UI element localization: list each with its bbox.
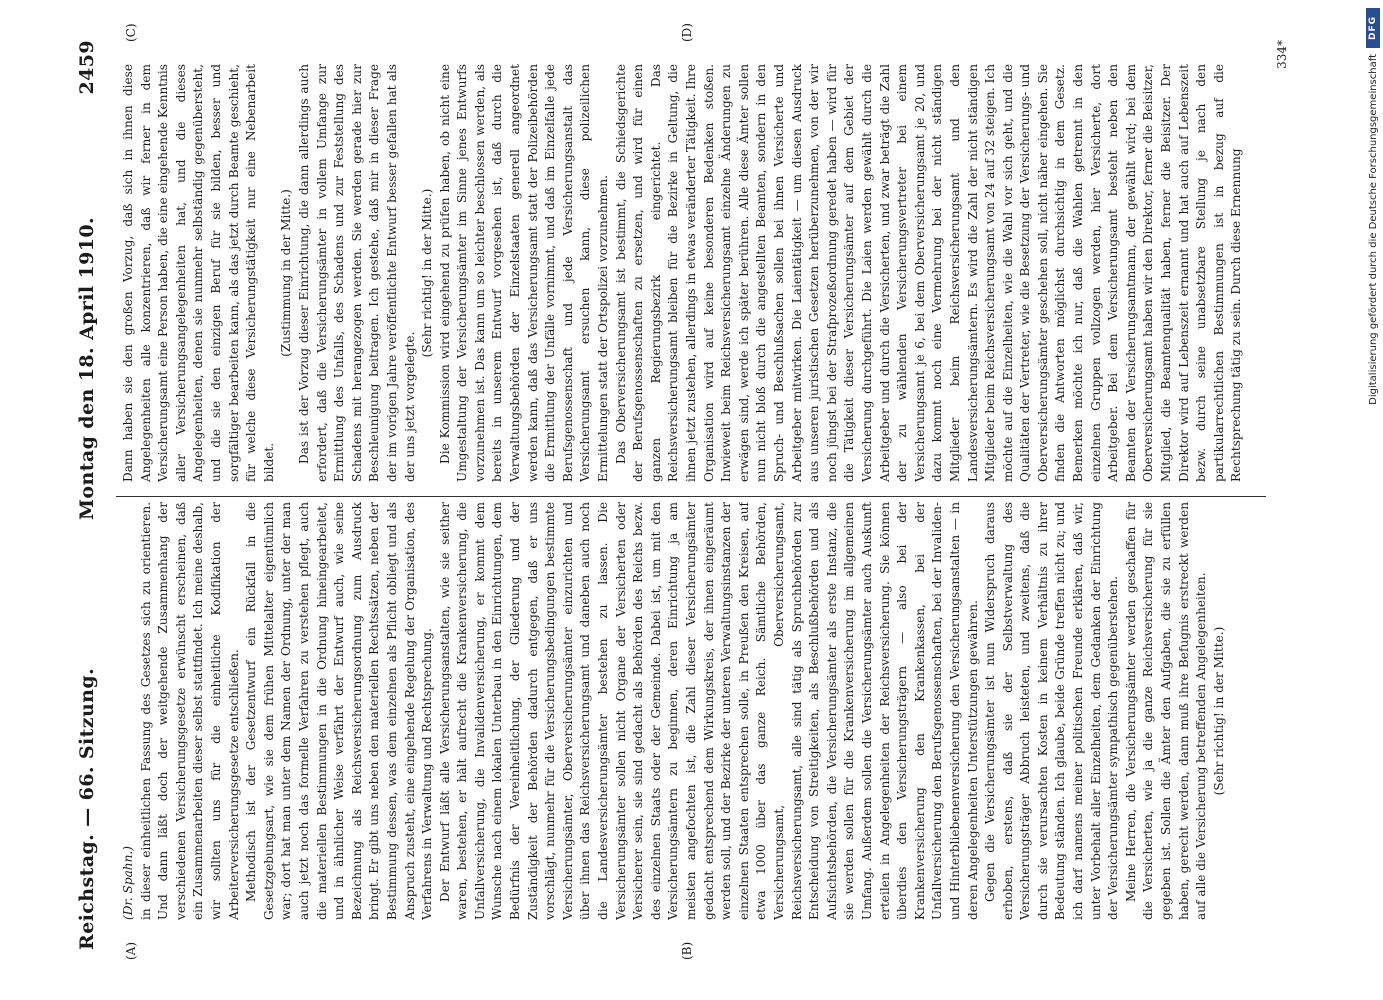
paragraph: Das ist der Vorzug dieser Einrichtung, die dann allerdings auch erfordert, daß die Versicherungsämter in vollem Umfange zur Ermittlung des Unfalls, des Schadens und zur Feststellung des Schadens mit herangezogen werden. Sie werden gerade hier zur Beschleunigung beitragen. Ich gestehe, daß mir in dieser Frage der im vorigen Jahre veröffentlichte Entwurf besser gefallen hat als der uns jetzt vorgelegte. bbox=[296, 64, 417, 482]
dfg-logo-icon: DFG bbox=[1366, 8, 1380, 48]
speaker-label: (Dr. Spahn.) bbox=[121, 846, 135, 920]
margin-marker-b: (B) bbox=[680, 941, 694, 960]
margin-marker-d: (D) bbox=[680, 23, 694, 42]
column-divider bbox=[116, 496, 1266, 497]
signature-mark: 334* bbox=[1275, 40, 1289, 69]
paragraph: Das Oberversicherungsamt ist bestimmt, die Schiedsgerichte der Berufsgenossenschaften zu ersetzen, und wird für einen ganzen Regierungsbezirk eingerichtet. Das Reichsversicherungsamt bleiben für die Bezirke in Geltung, die ihnen jetzt zustehen, allerdings in etwas veränderter Tätigkeit. Ihre Organisation wird auf keine besonderen Bedenken stoßen. Inwieweit beim Reichsversicherungsamt einzelne Änderungen zu erwägen sind, werde ich später berühren. Alle diese Ämter sollen nun nicht bloß durch die angestellten Beamten, sondern in den Spruch- und Beschlußsachen sollen bei ihnen Versicherte und Arbeitgeber mitwirken. Die Laientätigkeit — um diesen Ausdruck aus unseren juristischen Gesetzen herüberzunehmen, von der wir noch jüngst bei der Strafprozeßordnung geredet haben — wird für die Tätigkeit dieser Versicherungsämter auf dem Gebiet der Versicherung durchgeführt. Die Laien werden gewählt durch die Arbeitgeber und durch die Versicherten, und zwar beträgt die Zahl der zu wählenden Versicherungsvertreter bei einem Versicherungsamt je 6, bei dem Oberversicherungsamt je 20, und dazu kommt noch eine Vermehrung bei der nicht ständigen Mitglieder beim Reichsversicherungsamt und den Landesversicherungsämtern. Es wird die Zahl der nicht ständigen Mitglieder beim Reichsversicherungsamt von 24 auf 32 steigen. Ich möchte auf die Einzelheiten, wie die Wahl vor sich geht, und die Qualitäten der Vertreter, wie die Besetzung der Versicherungs- und Oberversicherungsämter geschehen soll, nicht näher eingehen. Sie finden die Antworten möglichst durchsichtig in dem Gesetz. Bemerken möchte ich nur, daß die Wahlen getrennt in den einzelnen Gruppen vollzogen werden, hier Versicherte, dort Arbeitgeber. Bei dem Versicherungsamt besteht neben den Beamten der Versicherungsamtmann, der gewählt wird; bei dem Oberversicherungsamt haben wir den Direktor, ferner die Beisitzer, Mitglied, die Beamtenqualität haben, ferner die Beisitzer. Der Direktor wird auf Lebenszeit ernannt und hat auch auf Lebenszeit bezw. durch seine unabsetzbare Stellung je nach den partikularrechtlichen Bestimmungen ist in bezug auf die Rechtsprechung tätig zu sein. Durch diese Ernennung bbox=[613, 64, 1244, 482]
audience-reaction: (Zustimmung in der Mitte.) bbox=[279, 189, 294, 357]
session-title: Reichstag. — 66. Sitzung. bbox=[76, 667, 98, 950]
paragraph: Methodisch ist der Gesetzentwurf ein Rückfall in die Gesetzgebungsart, wie sie dem frühen Mittelalter eigentümlich war; dort hat man unter dem Namen der Ordnung, unter der man auch jetzt noch das formelle Verfahren zu verstehen pflegt, auch die materiellen Bestimmungen in die Ordnung hineingearbeitet, und in ähnlicher Weise verfährt der Entwurf auch, wie seine Bezeichnung als Reichsversicherungsordnung zum Ausdruck bringt. Er gibt uns neben den materiellen Rechtssätzen, neben der Bestimmung dessen, was dem einzelnen als Pflicht obliegt und als Anspruch zusteht, eine eingehende Regelung der Organisation, des Verfahrens in Verwaltung und Rechtsprechung. bbox=[244, 502, 435, 920]
session-date: Montag den 18. April 1910. bbox=[76, 217, 98, 520]
right-column bbox=[120, 64, 1265, 482]
left-column bbox=[120, 502, 1265, 920]
page-number: 2459 bbox=[76, 40, 98, 95]
paragraph: Dann haben sie den großen Vorzug, daß sich in ihnen diese Angelegenheiten alle konzentrieren, daß wir ferner in dem Versicherungsamt eine Person haben, die eine eingehende Kenntnis aller Versicherungsangelegenheiten hat, und die dieses Angelegenheiten, denen sie nunmehr selbständig gegenübersteht, und die sie den einzigen Beruf für sie bilden, besser und sorgfältiger bearbeiten kann, als das jetzt durch Beamte geschieht, für welche diese Versicherungstätigkeit nur eine Nebenarbeit bildet. bbox=[121, 64, 276, 482]
digitization-credit bbox=[1366, 8, 1380, 998]
paragraph: Der Entwurf läßt alle Versicherungsanstalten, wie sie seither waren, bestehen, er hält aufrecht die Krankenversicherung, die Unfallversicherung, die Invalidenversicherung, er kommt dem Wunsche nach einem lokalen Unterbau in den Einrichtungen, dem Bedürfnis der Vereinheitlichung, der Gliederung und der Zuständigkeit der Behörden dadurch entgegen, daß er uns vorschlägt, nunmehr für die Versicherungsbedingungen bestimmte Versicherungsämter, Oberversicherungsämter einzurichten und über ihnen das Reichsversicherungsamt und daneben auch noch die Landesversicherungsämter bestehen zu lassen. Die Versicherungsämter sollen nicht Organe der Versicherten oder Versicherer sein, sie sind gedacht als Behörden des Reichs bezw. des einzelnen Staats oder der Gemeinde. Dabei ist, um mit den Versicherungsämtern zu beginnen, deren Einrichtung ja am meisten angefochten ist, die Zahl dieser Versicherungsämter gedacht entsprechend dem Wirkungskreis, der ihnen eingeräumt werden soll, und der Bezirke der unteren Verwaltungsinstanzen der einzelnen Staaten entsprechen solle, in Preußen den Kreisen, auf etwa 1000 über das ganze Reich. Sämtliche Behörden, Versicherungsamt, Oberversicherungsamt, Reichsversicherungsamt, alle sind tätig als Spruchbehörden zur Entscheidung von Streitigkeiten, als Beschlußbehörden und als Aufsichtsbehörden, die Versicherungsämter als erste Instanz, die sie werden sollen für die Krankenversicherung im allgemeinen Umfang. Außerdem sollen die Versicherungsämter auch Auskunft erteilen in Angelegenheiten der Reichsversicherung. Sie können überdies den Versicherungsträgern — also bei der Krankenversicherung den Krankenkassen, bei der Unfallversicherung den Berufsgenossenschaften, bei der Invaliden- und Hinterbliebenenversicherung den Versicherungsanstalten — in deren Angelegenheiten Unterstützungen gewähren. bbox=[437, 502, 980, 920]
margin-marker-a: (A) bbox=[124, 941, 138, 960]
margin-marker-c: (C) bbox=[124, 23, 138, 42]
paragraph: in dieser einheitlichen Fassung des Gesetzes sich zu orientieren. Und dann läßt doch der weitgehende Zusammenhang der verschiedenen Versicherungsgesetze erwünscht erscheinen, daß ein Zusammenarbeiten dieser selbst stattfindet. Ich meine deshalb, wir sollten uns für die einheitliche Kodifikation der Arbeiterversicherungsgesetze entschließen. bbox=[138, 502, 241, 920]
paragraph: Die Kommission wird eingehend zu prüfen haben, ob nicht eine Umgestaltung der Versicherungsämter im Sinne jenes Entwurfs vorzunehmen ist. Das kann um so leichter beschlossen werden, als bereits in unserem Entwurf vorgesehen ist, daß durch die Verwaltungsbehörden der Einzelstaaten generell angeordnet werden kann, daß das Versicherungsamt statt der Polizeibehörden die Ermittlung der Unfälle vornimmt, und daß im Einzelfalle jede Berufsgenossenschaft und jede Versicherungsanstalt das Versicherungsamt ersuchen kann, diese polizeilichen Ermittelungen statt der Ortspolizei vorzunehmen. bbox=[437, 64, 611, 482]
rotated-document-page bbox=[20, 0, 1320, 1000]
credit-text: Digitalisierung gefördert durch die Deutsche Forschungsgemeinschaft bbox=[1367, 54, 1379, 405]
audience-reaction: (Sehr richtig! in der Mitte.) bbox=[420, 188, 435, 358]
paragraph: Meine Herren, die Versicherungsämter werden geschaffen für die Versicherten, wie ja die ganze Reichsversicherung für sie gegeben ist. Sollen die Ämter den Aufgaben, die sie zu erfüllen haben, gerecht werden, dann muß ihre Befugnis erstreckt werden auf alle die Versicherung betreffenden Angelegenheiten. bbox=[1123, 502, 1209, 920]
paragraph: Gegen die Versicherungsämter ist nun Widerspruch daraus erhoben, erstens, daß sie der Selbstverwaltung des Versicherungsträger Abbruch leisteten, und zweitens, daß die durch sie verursachten Kosten in keinem Verhältnis zu ihrer Bedeutung ständen. Ich glaube, beide Gründe treffen nicht zu; und ich darf namens meiner politischen Freunde erklären, daß wir, unter Vorbehalt aller Einzelheiten, dem Gedanken der Einrichtung der Versicherungsämter sympathisch gegenüberstehen. bbox=[983, 502, 1121, 920]
audience-reaction: (Sehr richtig! in der Mitte.) bbox=[1211, 626, 1226, 796]
page-header bbox=[76, 40, 106, 950]
